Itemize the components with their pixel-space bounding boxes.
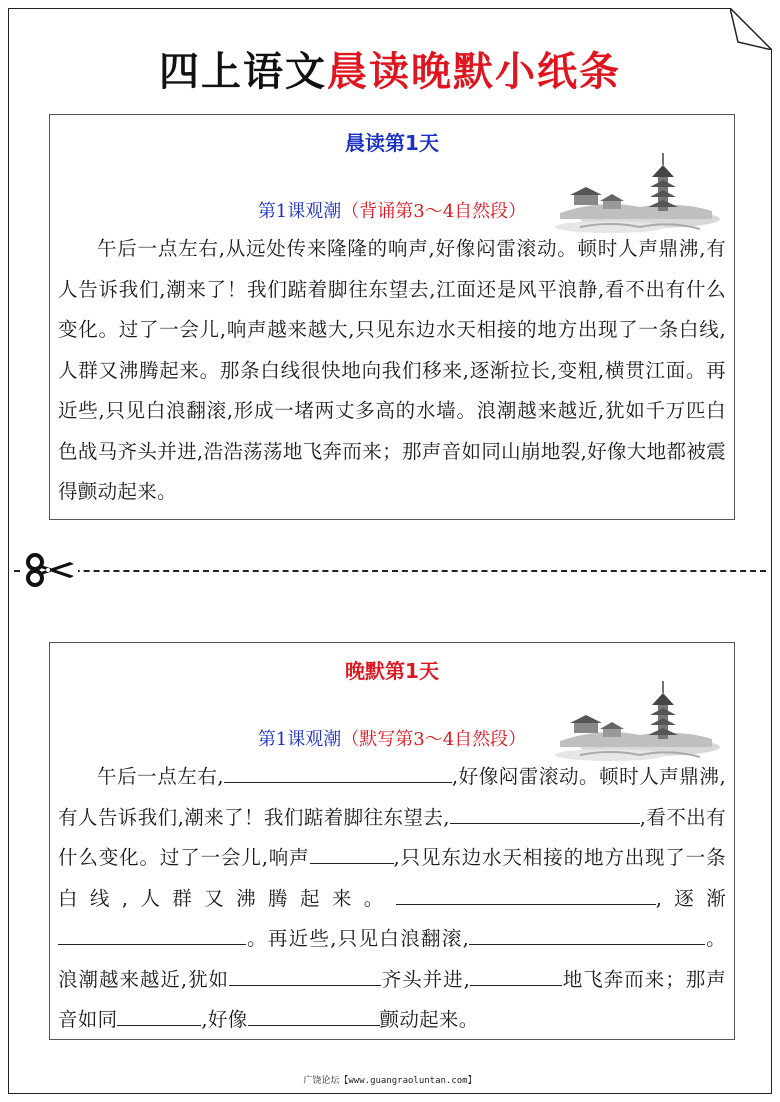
fill-blank[interactable]	[310, 841, 394, 864]
cut-dashed-line	[14, 570, 766, 574]
morning-lesson-name: 第1课观潮	[257, 201, 342, 222]
evening-text-segment: 。再近些,只见白浪翻滚,	[246, 927, 470, 950]
evening-lesson-line	[50, 725, 734, 751]
fill-blank[interactable]	[248, 1003, 380, 1026]
evening-lesson-part: （默写第3～4自然段）	[341, 729, 527, 750]
evening-text-segment: 。浪潮越来越近,犹如	[58, 927, 726, 991]
scissors-icon	[24, 552, 78, 588]
pagoda-landscape-icon	[540, 147, 720, 239]
fill-blank[interactable]	[470, 963, 562, 986]
morning-lesson-part: （背诵第3～4自然段）	[341, 201, 527, 222]
fill-blank[interactable]	[117, 1003, 201, 1026]
morning-passage	[58, 229, 726, 513]
evening-text-segment: 颤动起来。	[379, 1008, 479, 1031]
footer-source: 广饶论坛【www.guangraoluntan.com】	[303, 1076, 477, 1086]
evening-dictation-card	[49, 642, 735, 1040]
evening-text-segment: ,逐渐	[655, 886, 726, 910]
morning-reading-card	[49, 114, 735, 520]
fill-blank[interactable]	[469, 922, 705, 945]
evening-text-segment: 齐头并进,	[381, 967, 471, 991]
evening-text-segment: ,好像闷雷滚动。顿时人声鼎沸,有人告诉我们,潮来了！我们踮着脚往东望去,	[58, 765, 726, 829]
evening-text-segment: 午后一点左右,	[97, 765, 224, 788]
fill-blank[interactable]	[58, 922, 246, 945]
evening-text-segment: ,只见东边水天相接的地方出现了一条白线,人群又沸腾起来。	[58, 846, 726, 910]
evening-text-segment: ,好像	[201, 1008, 248, 1031]
morning-card-header: 晨读第1天	[345, 131, 439, 155]
evening-passage-text	[58, 757, 726, 1041]
page-fold-corner	[730, 8, 772, 50]
evening-lesson-name: 第1课观潮	[257, 729, 342, 750]
fill-blank[interactable]	[229, 963, 381, 986]
fill-blank[interactable]	[450, 801, 640, 824]
title-part-1: 四上语文	[159, 49, 327, 95]
fill-blank[interactable]	[396, 882, 656, 905]
morning-passage-text: 午后一点左右,从远处传来隆隆的响声,好像闷雷滚动。顿时人声鼎沸,有人告诉我们,潮来了！我们踮着脚往东望去,江面还是风平浪静,看不出有什么变化。过了一会儿,响声越来越大,只见东边水天相接的地方出现了一条白线,人群又沸腾起来。那条白线很快地向我们移来,逐渐拉长,变粗,横贯江面。再近些,只见白浪翻滚,形成一堵两丈多高的水墙。浪潮越来越近,犹如千万匹白色战马齐头并进,浩浩荡荡地飞奔而来；那声音如同山崩地裂,好像大地都被震得颤动起来。	[58, 237, 726, 503]
pagoda-landscape-icon	[540, 675, 720, 767]
evening-passage	[58, 757, 726, 1041]
title-part-2: 晨读晚默小纸条	[327, 49, 621, 95]
page-title	[0, 46, 780, 98]
fill-blank[interactable]	[224, 760, 452, 783]
evening-text-segment: ,看不出有什么变化。过了一会儿,响声	[58, 805, 726, 869]
morning-lesson-line	[50, 197, 734, 223]
evening-text-segment: 地飞奔而来；那声音如同	[58, 967, 726, 1031]
evening-card-header: 晚默第1天	[345, 659, 439, 683]
